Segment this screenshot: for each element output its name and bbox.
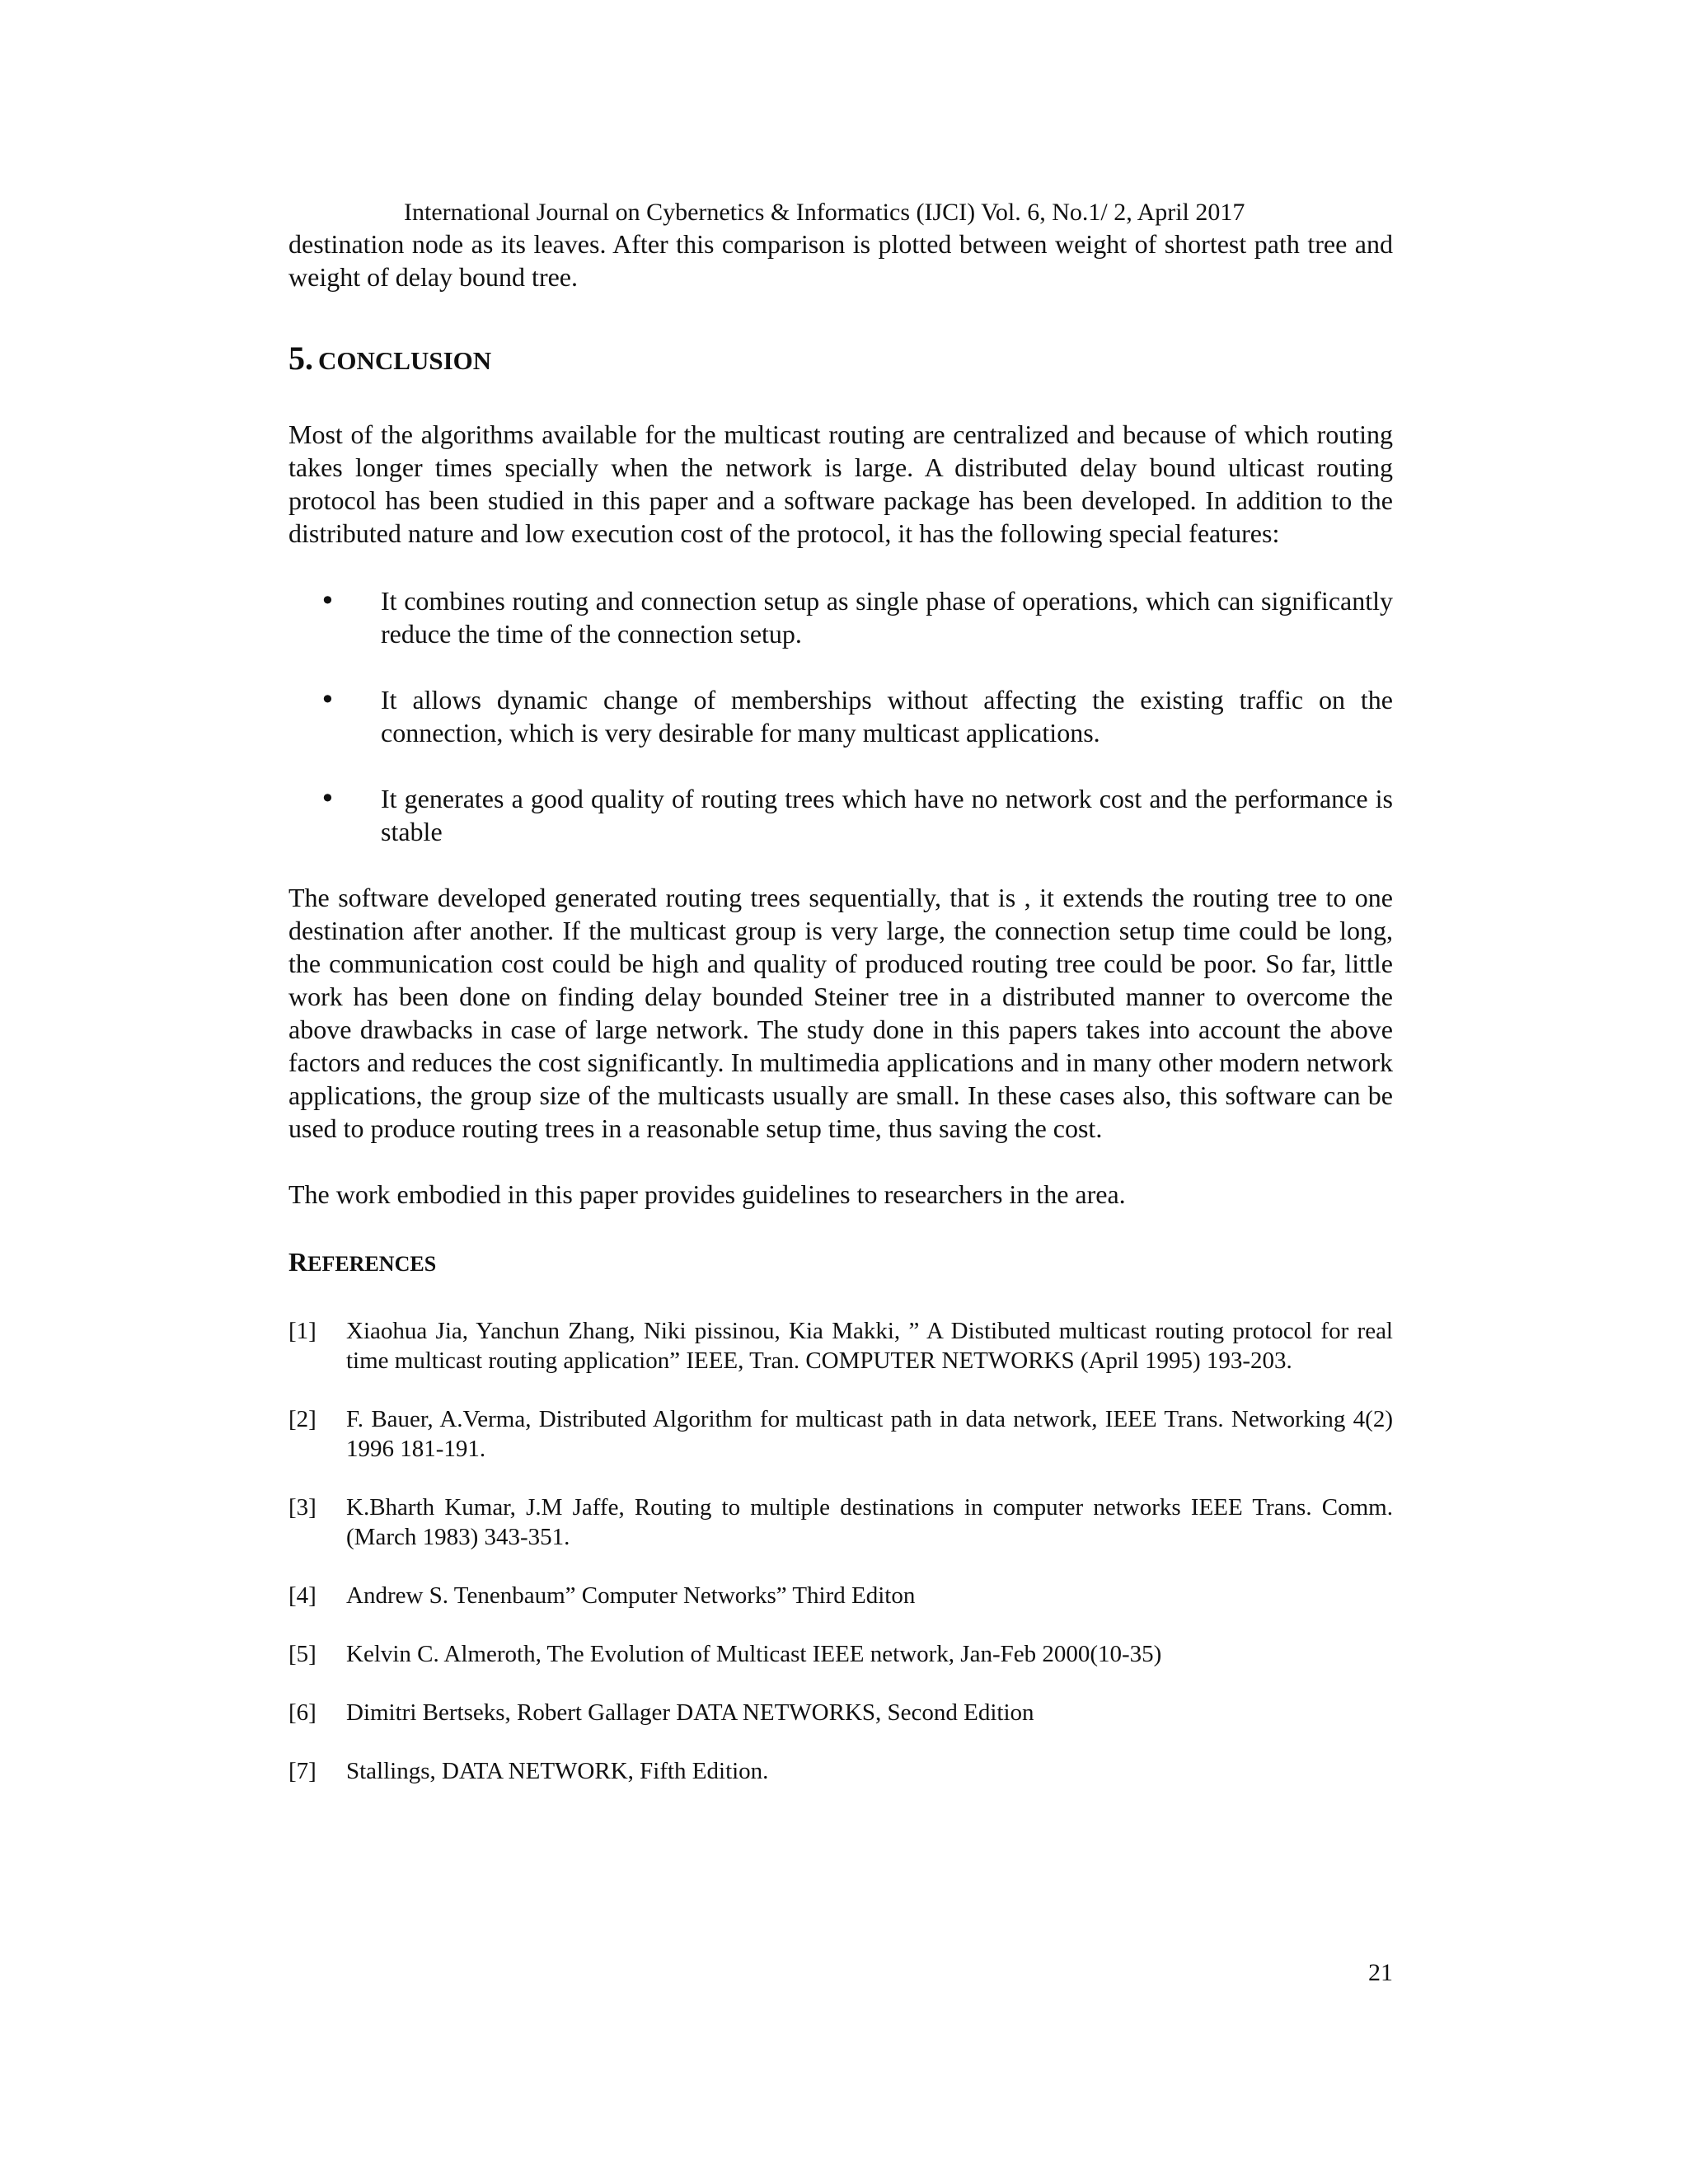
reference-item <box>288 1756 1393 1786</box>
continuation-paragraph: destination node as its leaves. After this comparison is plotted between weight of shortest path tree and weight of delay bound tree. <box>288 229 1393 292</box>
references-list <box>288 1316 1393 1786</box>
reference-number: [4] <box>288 1582 316 1609</box>
section-title: CONCLUSION <box>318 346 492 375</box>
reference-number: [2] <box>288 1406 316 1432</box>
reference-number: [1] <box>288 1318 316 1344</box>
section-number: 5. <box>288 340 313 377</box>
reference-item <box>288 1316 1393 1376</box>
reference-item <box>288 1698 1393 1727</box>
reference-text: Kelvin C. Almeroth, The Evolution of Multicast IEEE network, Jan-Feb 2000(10-35) <box>346 1641 1162 1667</box>
references-heading-rest: EFERENCES <box>307 1252 437 1276</box>
reference-text: K.Bharth Kumar, J.M Jaffe, Routing to multiple destinations in computer networks IEEE Trans. Comm. (March 1983) 343-351. <box>346 1494 1393 1550</box>
page-content <box>288 227 1393 1815</box>
reference-text: Stallings, DATA NETWORK, Fifth Edition. <box>346 1758 769 1784</box>
feature-list-item <box>288 584 1393 650</box>
conclusion-paragraph-1: Most of the algorithms available for the multicast routing are centralized and because of which routing takes longer times specially when the network is large. A distributed delay bound ulticast routing protocol has been studied in this paper and a software package has been developed. In addition to the distributed nature and low execution cost of the protocol, it has the following special features: <box>288 419 1393 548</box>
section-heading-conclusion <box>288 340 1393 382</box>
bullet-icon: • <box>320 585 335 616</box>
feature-text: It allows dynamic change of memberships without affecting the existing traffic on the connection, which is very desirable for many multicast applications. <box>381 685 1393 748</box>
reference-text: Dimitri Bertseks, Robert Gallager DATA NETWORKS, Second Edition <box>346 1699 1034 1726</box>
conclusion-paragraph-3: The work embodied in this paper provides guidelines to researchers in the area. <box>288 1179 1126 1209</box>
reference-item <box>288 1639 1393 1669</box>
reference-number: [7] <box>288 1758 316 1784</box>
reference-item <box>288 1404 1393 1464</box>
reference-number: [6] <box>288 1699 316 1726</box>
running-head: International Journal on Cybernetics & Informatics (IJCI) Vol. 6, No.1/ 2, April 2017 <box>404 199 1245 226</box>
references-heading-initial: R <box>288 1247 308 1277</box>
bullet-icon: • <box>320 684 335 715</box>
references-heading <box>288 1245 1393 1282</box>
reference-item <box>288 1493 1393 1552</box>
feature-list-item <box>288 683 1393 749</box>
reference-text: F. Bauer, A.Verma, Distributed Algorithm for multicast path in data network, IEEE Trans. Networking 4(2) 1996 181-191. <box>346 1406 1393 1462</box>
feature-list <box>288 584 1393 848</box>
reference-item <box>288 1581 1393 1610</box>
conclusion-paragraph-2: The software developed generated routing trees sequentially, that is , it extends the routing tree to one destination after another. If the multicast group is very large, the connection setup time could be long, the communication cost could be high and quality of produced routing tree could be poor. So far, little work has been done on finding delay bounded Steiner tree in a distributed manner to overcome the above drawbacks in case of large network. The study done in this papers takes into account the above factors and reduces the cost significantly. In multimedia applications and in many other modern network applications, the group size of the multicasts usually are small. In these cases also, this software can be used to produce routing trees in a reasonable setup time, thus saving the cost. <box>288 883 1393 1143</box>
feature-text: It generates a good quality of routing trees which have no network cost and the performance is stable <box>381 784 1393 846</box>
feature-text: It combines routing and connection setup as single phase of operations, which can significantly reduce the time of the connection setup. <box>381 586 1393 649</box>
reference-number: [5] <box>288 1641 316 1667</box>
bullet-icon: • <box>320 783 335 814</box>
reference-text: Andrew S. Tenenbaum” Computer Networks” Third Editon <box>346 1582 916 1609</box>
reference-text: Xiaohua Jia, Yanchun Zhang, Niki pissinou, Kia Makki, ” A Distibuted multicast routing protocol for real time multicast routing application” IEEE, Tran. COMPUTER NETWORKS (April 1995) 193-203. <box>346 1318 1393 1374</box>
feature-list-item <box>288 782 1393 848</box>
reference-number: [3] <box>288 1494 316 1521</box>
page-number: 21 <box>1368 1959 1393 1986</box>
